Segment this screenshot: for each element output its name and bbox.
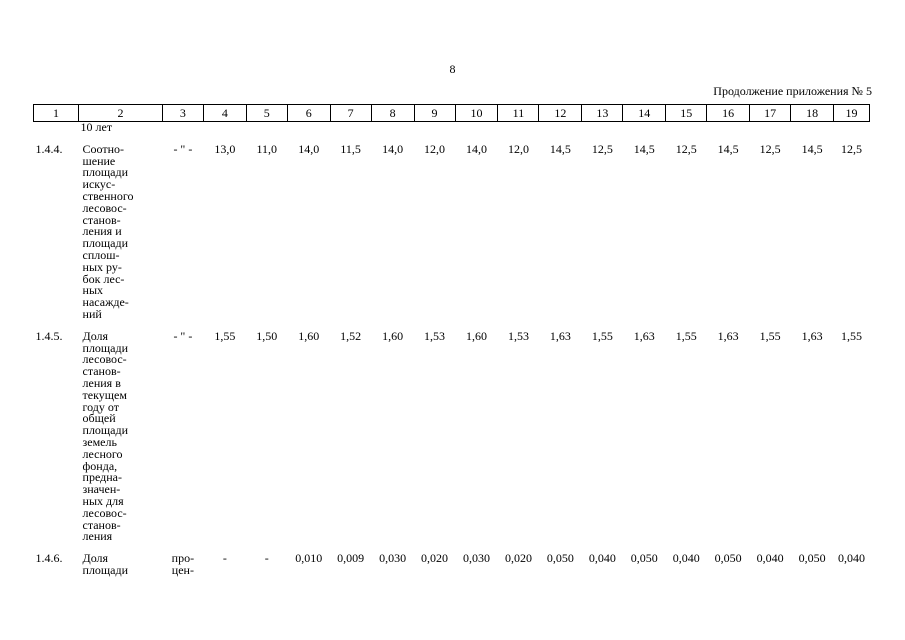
value-cell: 1,55 — [759, 328, 781, 343]
col-header: 8 — [371, 105, 414, 122]
indicator-name-line: станов- — [82, 212, 121, 227]
col-header: 3 — [162, 105, 203, 122]
value-cell: 0,030 — [379, 551, 407, 566]
indicator-name-line: текущем — [82, 387, 127, 402]
indicator-name-line: общей — [82, 411, 116, 426]
unit-cell — [162, 553, 203, 577]
indicator-name-line: площади — [82, 236, 129, 251]
row-spacer — [34, 543, 870, 553]
unit-line: про- — [171, 551, 195, 566]
indicator-name-line: ных для — [82, 493, 124, 508]
col-header: 9 — [414, 105, 455, 122]
indicator-name-line: лесовос- — [82, 505, 127, 520]
carry-text: 10 лет — [80, 120, 113, 134]
indicator-name-line: площади — [82, 562, 129, 577]
value-cell: 14,5 — [717, 141, 739, 156]
appendix-table — [33, 104, 870, 577]
col-header: 4 — [203, 105, 246, 122]
carry-row — [34, 122, 870, 134]
value-cell: 1,63 — [801, 328, 823, 343]
indicator-name-line: лесного — [82, 446, 123, 461]
unit-line: цен- — [171, 562, 194, 577]
value-cell: 1,55 — [675, 328, 697, 343]
col-header: 18 — [791, 105, 834, 122]
value-cell: 1,52 — [340, 328, 362, 343]
indicator-name-line: ственного — [82, 188, 134, 203]
value-cell: 1,55 — [841, 328, 863, 343]
table-row — [34, 331, 870, 543]
value-cell: 14,0 — [298, 141, 320, 156]
col-header: 2 — [79, 105, 163, 122]
col-header: 5 — [246, 105, 287, 122]
value-cell: 1,55 — [214, 328, 236, 343]
indicator-name-line: ных — [82, 283, 103, 298]
indicator-name-line: площади — [82, 423, 129, 438]
value-cell: - — [264, 551, 269, 566]
indicator-name-line: Доля — [82, 551, 109, 566]
indicator-name-line: станов- — [82, 364, 121, 379]
value-cell: 14,5 — [633, 141, 655, 156]
col-header: 13 — [582, 105, 623, 122]
col-header: 15 — [666, 105, 707, 122]
indicator-name-line: фонда, — [82, 458, 118, 473]
page-number: 8 — [449, 62, 456, 76]
value-cell: 12,5 — [591, 141, 613, 156]
row-spacer — [34, 321, 870, 331]
col-header: 10 — [455, 105, 498, 122]
col-header: 1 — [34, 105, 79, 122]
table-row — [34, 553, 870, 577]
indicator-name-line: площади — [82, 340, 129, 355]
value-cell: 13,0 — [214, 141, 236, 156]
value-cell: 1,55 — [591, 328, 613, 343]
indicator-name-line: предна- — [82, 470, 122, 485]
unit-line: - " - — [173, 141, 193, 156]
col-header: 17 — [750, 105, 791, 122]
col-header: 19 — [834, 105, 870, 122]
indicator-name-line: Доля — [82, 328, 109, 343]
indicator-name — [79, 553, 163, 577]
value-cell: 12,5 — [675, 141, 697, 156]
value-cell: 0,040 — [672, 551, 700, 566]
indicator-name-line: Соотно- — [82, 141, 125, 156]
indicator-name — [79, 141, 163, 321]
indicator-name-line: лесовос- — [82, 352, 127, 367]
value-cell: 0,010 — [295, 551, 323, 566]
indicator-name — [79, 328, 163, 544]
value-cell: 0,050 — [546, 551, 574, 566]
value-cell: 1,63 — [549, 328, 571, 343]
row-number: 1.4.6. — [35, 551, 63, 566]
value-cell: - — [222, 551, 227, 566]
indicator-name-line: ления и — [82, 224, 122, 239]
indicator-name-line: ления — [82, 529, 113, 544]
row-spacer — [34, 134, 870, 144]
value-cell: 0,030 — [463, 551, 490, 566]
value-cell: 1,53 — [507, 328, 529, 343]
col-header: 16 — [707, 105, 750, 122]
col-header: 6 — [287, 105, 330, 122]
col-header: 14 — [623, 105, 666, 122]
indicator-name-line: сплош- — [82, 247, 120, 262]
unit-line: - " - — [173, 328, 193, 343]
indicator-name-line: площади — [82, 165, 129, 180]
value-cell: 1,53 — [424, 328, 446, 343]
value-cell: 0,050 — [630, 551, 658, 566]
value-cell: 0,020 — [421, 551, 449, 566]
header-row — [34, 105, 870, 122]
indicator-name-line: станов- — [82, 517, 121, 532]
value-cell: 1,60 — [298, 328, 320, 343]
value-cell: 0,040 — [756, 551, 784, 566]
value-cell: 11,0 — [256, 141, 278, 156]
table-row — [34, 144, 870, 321]
col-header: 12 — [539, 105, 582, 122]
value-cell: 14,5 — [549, 141, 571, 156]
value-cell: 0,050 — [798, 551, 826, 566]
value-cell: 0,020 — [504, 551, 532, 566]
row-number: 1.4.5. — [35, 328, 63, 343]
value-cell: 14,0 — [466, 141, 487, 156]
indicator-name-line: насажде- — [82, 295, 129, 310]
indicator-name-line: ных ру- — [82, 259, 122, 274]
value-cell: 0,050 — [714, 551, 742, 566]
value-cell: 12,0 — [424, 141, 446, 156]
unit-cell — [162, 141, 203, 321]
indicator-name-line: искус- — [82, 177, 116, 192]
value-cell: 12,5 — [759, 141, 781, 156]
value-cell: 12,0 — [507, 141, 529, 156]
value-cell: 0,040 — [588, 551, 616, 566]
indicator-name-line: ний — [82, 306, 102, 321]
value-cell: 1,63 — [717, 328, 739, 343]
value-cell: 0,040 — [838, 551, 866, 566]
unit-cell — [162, 328, 203, 543]
continuation-label: Продолжение приложения № 5 — [713, 84, 872, 98]
value-cell: 1,60 — [466, 328, 487, 343]
col-header: 11 — [498, 105, 539, 122]
value-cell: 12,5 — [841, 141, 863, 156]
value-cell: 1,63 — [633, 328, 655, 343]
indicator-name-line: бок лес- — [82, 271, 125, 286]
value-cell: 14,5 — [801, 141, 823, 156]
row-number: 1.4.4. — [35, 141, 63, 156]
value-cell: 1,60 — [382, 328, 404, 343]
indicator-name-line: году от — [82, 399, 119, 414]
indicator-name-line: значен- — [82, 482, 121, 497]
col-header: 7 — [330, 105, 371, 122]
indicator-name-line: шение — [82, 153, 116, 168]
value-cell: 11,5 — [340, 141, 361, 156]
value-cell: 14,0 — [382, 141, 404, 156]
indicator-name-line: лесовос- — [82, 200, 127, 215]
indicator-name-line: земель — [82, 434, 117, 449]
value-cell: 0,009 — [337, 551, 365, 566]
value-cell: 1,50 — [256, 328, 278, 343]
indicator-name-line: ления в — [82, 375, 121, 390]
